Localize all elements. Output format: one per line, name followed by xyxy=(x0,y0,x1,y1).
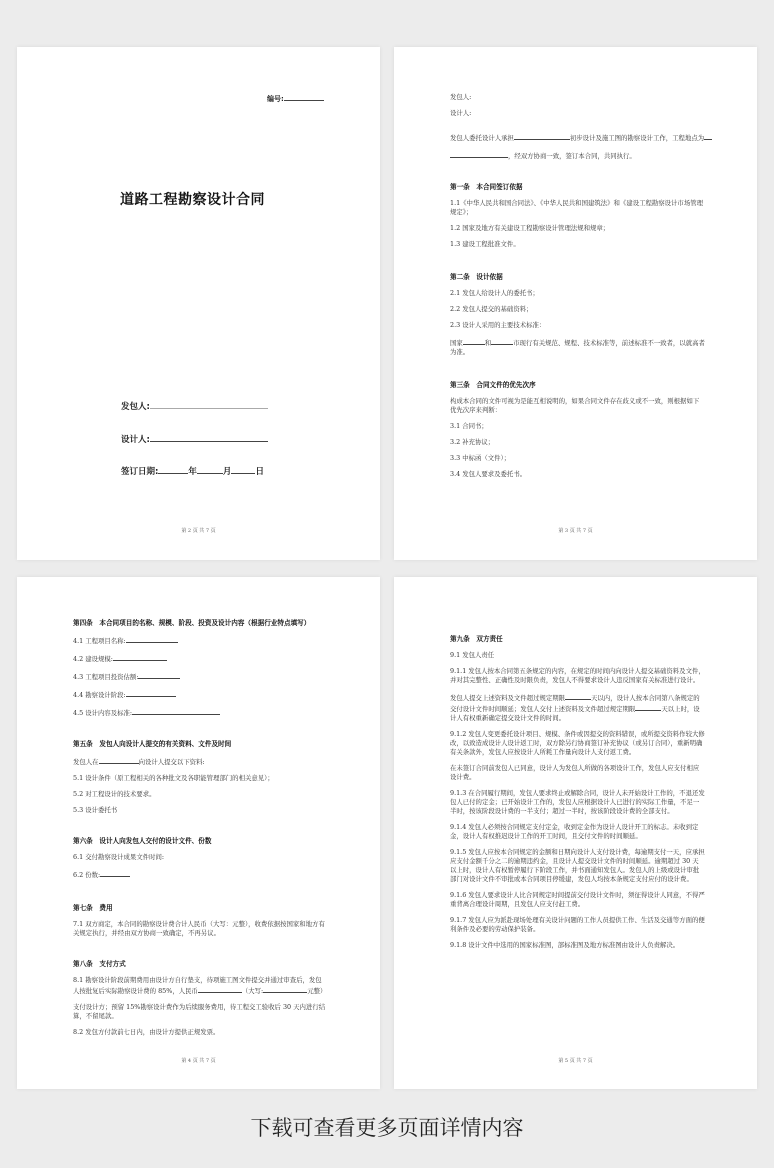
clause: 3.4 发包人要求及委托书。 xyxy=(450,470,527,478)
clause-part: 发包人提交上述资料及文件超过规定期限 xyxy=(450,694,566,702)
clause-part: 向设计人提交以下资料: xyxy=(138,758,205,766)
clause: 2.3 设计人采用的主要技术标准： xyxy=(450,321,546,329)
clause-part: 天以内，设计人按本合同第八条规定的交付设计文件时间顺延；发包人交付上述资料及文件超过规定期限 xyxy=(450,694,700,713)
clause xyxy=(450,337,705,357)
clause: 2.1 发包人给设计人的委托书； xyxy=(450,289,539,297)
clause: 9.1.2 发包人变更委托设计项目、规模、条件或因提交的资料错误，或所提交资料作较大修改，以致造成设计人设计返工时，双方除另行协商签订补充协议（或另订合同），重新明确有关条款外，发包人应按设计人所耗工作量向设计人支付返工费。 xyxy=(450,730,705,756)
section-heading: 第四条 本合同项目的名称、规模、阶段、投资及设计内容（根据行业特点填写） xyxy=(73,619,311,627)
sign-date-label: 签订日期: xyxy=(121,467,159,477)
text-line: 发包人: xyxy=(450,93,472,101)
month-label: 月 xyxy=(222,467,232,477)
clause xyxy=(73,653,328,664)
clause: 9.1.3 在合同履行期间，发包人要求终止或解除合同，设计人未开始设计工作的，不退还发包人已付的定金；已开始设计工作的，发包人应根据设计人已进行的实际工作量，不足一半时，按该阶段设计费的一半支付；超过一半时，按该阶段设计费的全部支付。 xyxy=(450,789,705,815)
clause-part: 6.2 份数: xyxy=(73,871,101,879)
intro-part: 初步设计及施工图的勘察设计工作，工程地点为 xyxy=(569,134,705,142)
page-footer: 第 2 页 共 7 页 xyxy=(181,528,216,534)
clause-part: 元整） xyxy=(307,987,327,995)
day-label: 日 xyxy=(255,467,264,477)
clause-part: 国家 xyxy=(450,339,463,347)
clause: 8.2 发包方付款前七日内，由设计方提供正规发票。 xyxy=(73,1028,220,1036)
blank xyxy=(138,671,180,679)
clause-part: （大写: xyxy=(241,987,264,995)
clause-part: 4.5 设计内容及标准: xyxy=(73,709,133,717)
clause-part: 4.2 建设规模: xyxy=(73,655,113,663)
clause: 构成本合同的文件可视为是能互相说明的，如果合同文件存在歧义或不一致，则根据如下优先次序来判断： xyxy=(450,397,700,414)
page-3 xyxy=(394,47,757,560)
party-a-label: 发包人: xyxy=(121,402,150,412)
clause-part: 8.1 勘察设计阶段前期费用由设计方自行垫支，待项施工图文件提交并通过审查后，发包人按批复后实际勘察设计费的 85%，人民币 xyxy=(73,976,322,995)
clause xyxy=(450,692,705,723)
month-blank xyxy=(197,466,223,474)
section-heading: 第八条 支付方式 xyxy=(73,960,126,968)
clause-part: 天以上时，设计人有权重新确定提交设计文件的时间。 xyxy=(450,705,700,722)
party-b-blank xyxy=(150,434,268,442)
clause: 7.1 双方商定，本合同的勘察设计费合计人民币（大写：元整），收费依据按国家和地方有关规定执行，并经由双方协商一致确定，不再另议。 xyxy=(73,920,325,937)
section-heading: 第九条 双方责任 xyxy=(450,635,503,643)
clause: 1.1《中华人民共和国合同法》、《中华人民共和国建筑法》和《建设工程勘察设计市场管理规定》； xyxy=(450,199,703,216)
text-line: 设计人: xyxy=(450,109,472,117)
document-title: 道路工程勘察设计合同 xyxy=(120,192,265,208)
section-heading: 第六条 设计人向发包人交付的设计文件、份数 xyxy=(73,837,212,845)
intro-line xyxy=(450,150,705,161)
download-caption: 下载可查看更多页面详情内容 xyxy=(250,1116,524,1140)
clause: 5.2 对工程设计的技术要求。 xyxy=(73,790,156,798)
blank xyxy=(463,337,485,345)
blank xyxy=(491,337,513,345)
clause: 9.1 发包人责任 xyxy=(450,651,495,659)
party-b-label: 设计人: xyxy=(121,435,150,445)
clause: 1.3 建设工程批准文件。 xyxy=(450,240,520,248)
clause-part: 发包人在 xyxy=(73,758,99,766)
year-label: 年 xyxy=(188,467,197,477)
clause: 9.1.6 发包人要求设计人比合同规定时间提前交付设计文件时，须征得设计人同意，不得严重背离合理设计周期，且发包人应支付赶工费。 xyxy=(450,891,705,908)
clause: 5.3 设计委托书 xyxy=(73,806,118,814)
intro-part: 发包人委托设计人承担 xyxy=(450,134,514,142)
page-4 xyxy=(17,577,380,1089)
clause xyxy=(73,976,328,996)
contract-number xyxy=(267,93,324,104)
clause xyxy=(73,707,328,718)
page-footer: 第 4 页 共 7 页 xyxy=(181,1058,216,1064)
page-footer: 第 5 页 共 7 页 xyxy=(558,1058,593,1064)
clause: 3.3 中标函（文件）； xyxy=(450,454,511,462)
section-heading: 第五条 发包人向设计人提交的有关资料、文件及时间 xyxy=(73,740,232,748)
clause: 9.1.7 发包人应为派赴现场处理有关设计问题的工作人员提供工作、生活及交通等方面的便利条件及必要的劳动保护装备。 xyxy=(450,916,705,933)
clause xyxy=(73,756,328,767)
page-5 xyxy=(394,577,757,1089)
blank xyxy=(704,132,712,140)
party-a-line xyxy=(121,400,268,412)
clause-part: 4.3 工程项目投资估额: xyxy=(73,673,139,681)
section-heading: 第三条 合同文件的优先次序 xyxy=(450,381,536,389)
clause-part: 4.4 勘察设计阶段: xyxy=(73,691,126,699)
contract-number-label: 编号: xyxy=(267,95,284,103)
intro-part: ，经双方协商一致，签订本合同，共同执行。 xyxy=(508,152,636,160)
clause-part: 和 xyxy=(484,339,492,347)
clause: 在未签订合同前发包人已同意，设计人为发包人所做的各项设计工作，发包人应支付相应设计费。 xyxy=(450,764,700,781)
section-heading: 第二条 设计依据 xyxy=(450,273,503,281)
blank xyxy=(100,869,130,877)
clause xyxy=(73,671,328,682)
clause-part: 4.1 工程项目名称: xyxy=(73,637,126,645)
year-blank xyxy=(158,466,188,474)
clause: 2.2 发包人提交的基础资料； xyxy=(450,305,533,313)
blank xyxy=(565,692,591,700)
clause: 6.1 交付勘察设计成果文件时间: xyxy=(73,853,165,861)
party-a-blank xyxy=(150,401,268,409)
party-b-line xyxy=(121,433,268,445)
blank xyxy=(113,653,167,661)
clause: 9.1.1 发包人按本合同第五条规定的内容，在规定的时间内向设计人提交基础资料及文件，并对其完整性、正确性及时限负责，发包人不得要求设计人违反国家有关标准进行设计。 xyxy=(450,667,705,684)
clause: 3.2 补充协议； xyxy=(450,438,495,446)
blank xyxy=(198,985,242,993)
section-heading: 第一条 本合同签订依据 xyxy=(450,183,523,191)
blank xyxy=(126,689,176,697)
clause: 3.1 合同书； xyxy=(450,422,488,430)
clause: 9.1.4 发包人必须按合同规定支付定金，收到定金作为设计人设计开工的标志。未收到定金，设计人有权推迟设计工作的开工时间，且交付文件的时间顺延。 xyxy=(450,823,699,840)
blank xyxy=(132,707,220,715)
blank xyxy=(450,150,508,158)
blank xyxy=(263,985,307,993)
section-heading: 第七条 费用 xyxy=(73,904,113,912)
clause: 支付设计方；预留 15%勘察设计费作为后续服务费用，待工程交工验收后 30 天内进行结算，不留尾款。 xyxy=(73,1003,326,1020)
clause: 9.1.8 设计文件中选用的国家标准图，部标准图及地方标准图由设计人负责解决。 xyxy=(450,941,680,949)
blank xyxy=(514,132,570,140)
contract-number-blank xyxy=(284,93,324,101)
day-blank xyxy=(231,466,255,474)
clause: 5.1 设计条件（原工程相关的各种批文及各职能管理部门的相关意见）； xyxy=(73,774,274,782)
clause xyxy=(73,689,328,700)
intro-line xyxy=(450,132,705,143)
clause: 1.2 国家及地方有关建设工程勘察设计管理法规和规章； xyxy=(450,224,610,232)
clause xyxy=(73,635,328,646)
blank xyxy=(635,703,661,711)
clause xyxy=(73,869,328,880)
blank xyxy=(126,635,178,643)
clause-part: 市现行有关规范、规程、技术标准等，前述标准不一致者，以就高者为准。 xyxy=(450,339,705,356)
page-cover xyxy=(17,47,380,560)
blank xyxy=(99,756,139,764)
clause: 9.1.5 发包人应按本合同规定的金额和日期向设计人支付设计费，每逾期支付一天，应承担应支付金额千分之二的逾期违约金，且设计人提交设计文件的时间顺延。逾期超过 30 天以上时，设计人有权暂停履行下阶段工作，并书面通知发包人。发包人的上级或设计审批部门对设计文件不审批或本合同项目停缓建，发包人均按本条规定支付应付的设计费。 xyxy=(450,848,705,883)
sign-date-line xyxy=(121,465,264,477)
page-footer: 第 3 页 共 7 页 xyxy=(558,528,593,534)
